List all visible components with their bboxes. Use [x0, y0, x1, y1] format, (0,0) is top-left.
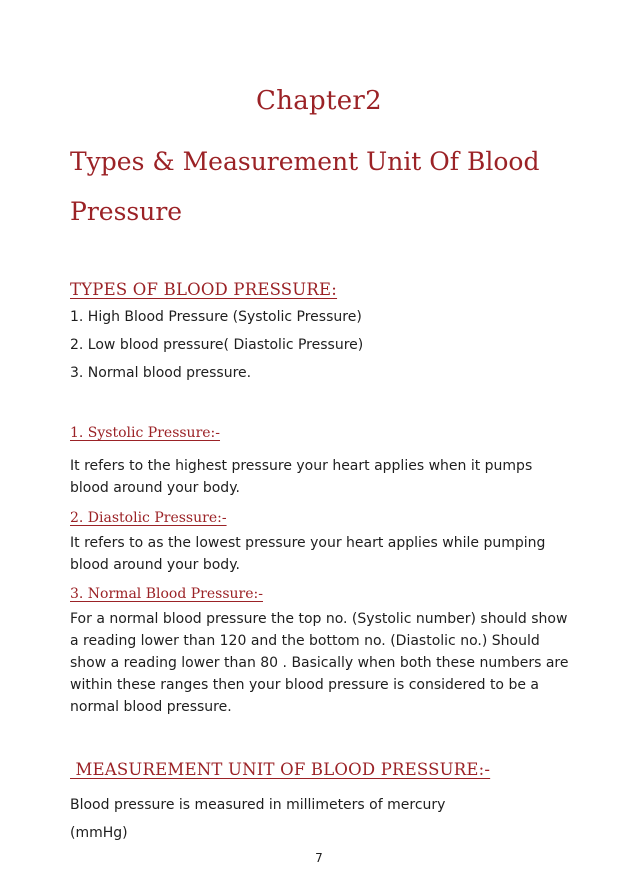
- types-heading: TYPES OF BLOOD PRESSURE:: [70, 280, 338, 299]
- page-number: 7: [315, 851, 323, 865]
- measurement-heading: MEASUREMENT UNIT OF BLOOD PRESSURE:-: [70, 760, 491, 779]
- types-list-item-3: 3. Normal blood pressure.: [70, 365, 252, 381]
- chapter-title: Types & Measurement Unit Of Blood Pressure: [70, 147, 540, 226]
- types-list-item-1: 1. High Blood Pressure (Systolic Pressure): [70, 309, 362, 325]
- chapter-label: Chapter2: [256, 86, 382, 116]
- measurement-line-1: Blood pressure is measured in millimeters of mercury: [70, 797, 446, 813]
- systolic-heading: 1. Systolic Pressure:-: [70, 425, 221, 441]
- normal-text: For a normal blood pressure the top no. (Systolic number) should show a reading lower than 120 and the bottom no. (Diastolic no.) Should show a reading lower than 80 . Basically when both these numbers are within these ranges then your blood pressure is considered to be a normal blood pressure.: [70, 611, 569, 715]
- diastolic-text: It refers to as the lowest pressure your heart applies while pumping blood around your body.: [70, 535, 546, 573]
- systolic-text: It refers to the highest pressure your heart applies when it pumps blood around your body.: [70, 458, 533, 496]
- diastolic-heading: 2. Diastolic Pressure:-: [70, 510, 227, 526]
- measurement-line-2: (mmHg): [70, 825, 128, 841]
- types-list-item-2: 2. Low blood pressure( Diastolic Pressure): [70, 337, 364, 353]
- normal-heading: 3. Normal Blood Pressure:-: [70, 586, 263, 602]
